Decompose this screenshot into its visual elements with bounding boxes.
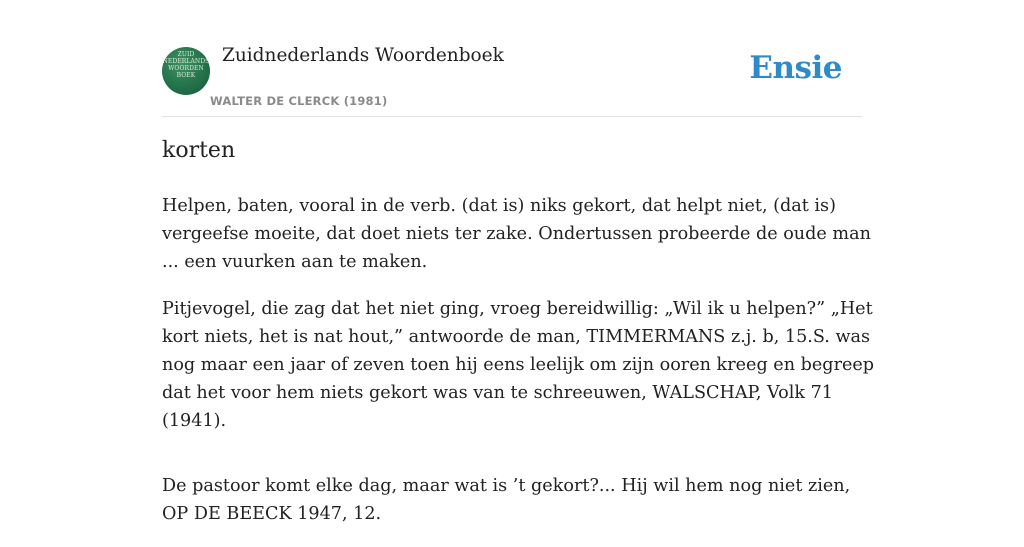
definition-paragraph: Pitjevogel, die zag dat het niet ging, vroeg bereidwillig: „Wil ik u helpen?” „Het kort niets, het is nat hout,” antwoorde de man, TIMMERMANS z.j. b, 15.S. was nog maar een jaar of zeven toen hij eens leelijk om zijn ooren kreeg en begreep dat het voor hem niets gekort was van te schreeuwen, WALSCHAP, Volk 71 (1941). — [162, 299, 875, 431]
definition-paragraph: Helpen, baten, vooral in de verb. (dat is) niks gekort, dat helpt niet, (dat is) vergeefse moeite, dat doet niets ter zake. Ondertussen probeerde de oude man ... een vuurken aan te maken. — [162, 196, 871, 272]
dictionary-author: WALTER DE CLERCK (1981) — [210, 94, 388, 108]
dictionary-header — [162, 40, 862, 117]
entry-headword: korten — [162, 138, 236, 163]
logo-text: ZUID NEDERLANDS WOORDEN BOEK — [162, 51, 210, 79]
ensie-logo-link[interactable]: Ensie — [749, 50, 842, 86]
dictionary-title[interactable]: Zuidnederlands Woordenboek — [222, 45, 504, 66]
entry-definition — [162, 192, 882, 547]
dictionary-logo[interactable] — [162, 47, 210, 95]
definition-paragraph: De pastoor komt elke dag, maar wat is ’t gekort?... Hij wil hem nog niet zien, OP DE BEECK 1947, 12. — [162, 476, 851, 524]
